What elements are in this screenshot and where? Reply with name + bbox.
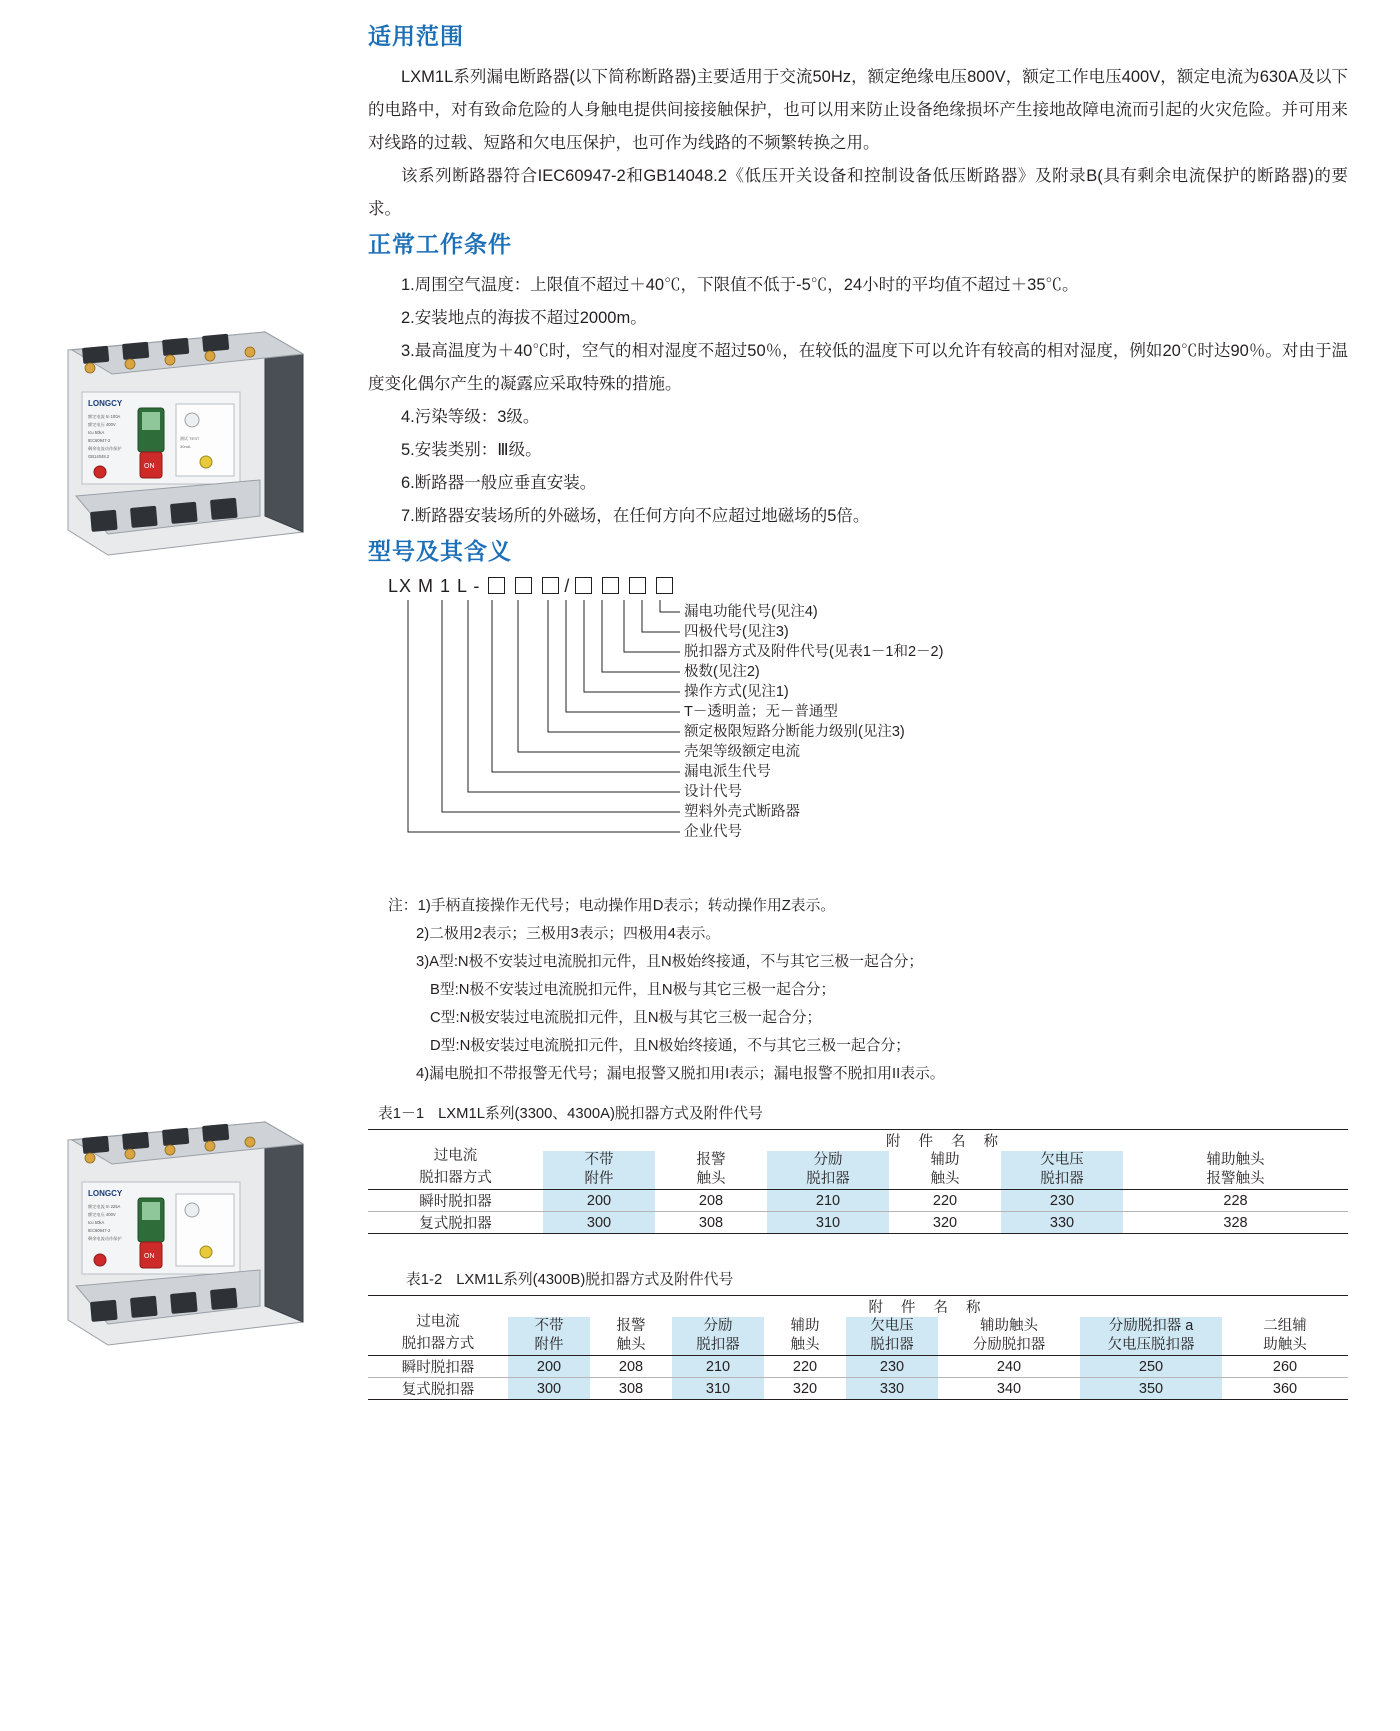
table2-col-5-line2: 脱扣器 <box>870 1337 914 1353</box>
table1-row-1-cell-4: 220 <box>932 1192 958 1209</box>
table1-row-1-cell-2: 208 <box>698 1192 724 1209</box>
table1-col-6-line1: 辅助触头 <box>1206 1152 1265 1168</box>
table1-col-2 <box>655 1151 767 1190</box>
table1-row-2-label: 复式脱扣器 <box>419 1216 492 1232</box>
model-legend-item-4: 极数(见注2) <box>684 664 760 680</box>
table1-col-3-line1: 分励 <box>813 1152 843 1168</box>
table1 <box>368 1130 1348 1233</box>
table2-attach-title: 附 件 名 称 <box>868 1300 988 1316</box>
model-code-prefix: LX M 1 L - <box>388 576 481 596</box>
table1-col-1 <box>543 1151 655 1190</box>
table1-col-1-line1: 不带 <box>584 1152 614 1168</box>
table2-col-5 <box>846 1317 938 1356</box>
model-legend-item-6: T－透明盖；无－普通型 <box>684 704 838 720</box>
model-note-3b: B型:N极不安装过电流脱扣元件，且N极与其它三极一起合分； <box>430 982 836 998</box>
scope-paragraph-2: 该系列断路器符合IEC60947-2和GB14048.2《低压开关设备和控制设备低压断路器》及附录B(具有剩余电流保护的断路器)的要求。 <box>368 167 1348 218</box>
condition-item-5: 5.安装类别：Ⅲ级。 <box>401 441 542 459</box>
model-note-3d: D型:N极安装过电流脱扣元件，且N极始终接通，不与其它三极一起合分； <box>430 1038 911 1054</box>
table2-col-7-line2: 欠电压脱扣器 <box>1107 1337 1195 1353</box>
table2-row-2-cell-1: 300 <box>508 1378 590 1400</box>
table2-corner-label <box>368 1296 508 1356</box>
svg-text:Icu 50kA: Icu 50kA <box>88 1220 105 1225</box>
table2-col-6 <box>938 1317 1080 1356</box>
table2-col-8 <box>1222 1317 1348 1356</box>
table1-row-2-cell-6: 328 <box>1223 1214 1248 1231</box>
table1-row-1 <box>368 1190 1348 1212</box>
table1-row-2-cell-4: 320 <box>932 1214 958 1231</box>
table2-col-6-line2: 分励脱扣器 <box>972 1337 1046 1353</box>
svg-text:GB14048.2: GB14048.2 <box>88 454 110 459</box>
table1-col-5-line2: 脱扣器 <box>1040 1171 1084 1187</box>
table2-caption <box>406 1268 1348 1289</box>
table1-row-2 <box>368 1212 1348 1234</box>
table2-col-3-line1: 分励 <box>703 1318 733 1334</box>
table1-wrapper <box>368 1129 1348 1234</box>
svg-text:LONGCY: LONGCY <box>88 399 123 408</box>
table1-col-2-line1: 报警 <box>696 1152 726 1168</box>
model-legend-item-2: 四极代号(见注3) <box>684 624 789 640</box>
table1-row-1-cell-3: 210 <box>767 1190 889 1212</box>
table1-col-1-line2: 附件 <box>584 1171 614 1187</box>
table1-col-6-line2: 报警触头 <box>1206 1171 1265 1187</box>
table2-row-1-label: 瞬时脱扣器 <box>401 1360 475 1376</box>
table2-row-1-cell-3: 210 <box>672 1356 764 1378</box>
table2-col-3 <box>672 1317 764 1356</box>
table2-row-1-cell-2: 208 <box>618 1358 644 1375</box>
table1-col-4 <box>889 1151 1001 1190</box>
table1-corner-line1: 过电流 <box>433 1147 478 1164</box>
table2-row-2 <box>368 1378 1348 1400</box>
svg-text:额定电压 400V: 额定电压 400V <box>88 1212 116 1217</box>
table2-row-2-cell-5: 330 <box>846 1378 938 1400</box>
table1-col-6 <box>1123 1151 1348 1190</box>
table2-caption-text: LXM1L系列(4300B)脱扣器方式及附件代号 <box>456 1272 734 1288</box>
table1-attach-title: 附 件 名 称 <box>885 1134 1006 1150</box>
model-legend-list <box>684 602 943 842</box>
model-notes <box>368 892 1348 1088</box>
table2-row-1-cell-4: 220 <box>792 1358 818 1375</box>
table1-row-1-cell-1: 200 <box>543 1190 655 1212</box>
model-note-4: 4)漏电脱扣不带报警无代号；漏电报警又脱扣用I表示；漏电报警不脱扣用II表示。 <box>416 1066 945 1082</box>
svg-text:IEC60947-2: IEC60947-2 <box>88 1228 111 1233</box>
model-note-3c: C型:N极安装过电流脱扣元件，且N极与其它三极一起合分； <box>430 1010 822 1026</box>
table2-row-2-cell-2: 308 <box>618 1380 644 1397</box>
svg-text:ON: ON <box>144 1253 155 1260</box>
table2-row-1-cell-1: 200 <box>508 1356 590 1378</box>
table1-col-4-line2: 触头 <box>930 1171 960 1187</box>
model-legend-item-9: 漏电派生代号 <box>684 764 771 780</box>
table2-col-1-line1: 不带 <box>534 1318 564 1334</box>
svg-text:ON: ON <box>144 463 155 470</box>
condition-item-3: 3.最高温度为＋40℃时，空气的相对湿度不超过50％，在较低的温度下可以允许有较高的相对湿度，例如20℃时达90％。对由于温度变化偶尔产生的凝露应采取特殊的措施。 <box>368 342 1348 393</box>
svg-text:额定电流 In 100A: 额定电流 In 100A <box>88 414 121 419</box>
table2-col-4-line2: 触头 <box>790 1337 820 1353</box>
table2-corner-line1: 过电流 <box>416 1313 460 1330</box>
model-legend-item-3: 脱扣器方式及附件代号(见表1－1和2－2) <box>684 644 944 660</box>
table2-row-1-cell-7: 250 <box>1080 1356 1222 1378</box>
table2-row-2-cell-7: 350 <box>1080 1378 1222 1400</box>
table1-col-5 <box>1001 1151 1123 1190</box>
table2-row-2-label: 复式脱扣器 <box>401 1382 475 1398</box>
table2-row-2-cell-3: 310 <box>672 1378 764 1400</box>
section-title-model: 型号及其含义 <box>368 538 512 564</box>
model-legend-item-12: 企业代号 <box>684 824 742 840</box>
table2-caption-number: 表1-2 <box>406 1272 443 1288</box>
table1-corner-line2: 脱扣器方式 <box>419 1169 492 1186</box>
table2-corner-line2: 脱扣器方式 <box>401 1335 475 1352</box>
table1-col-5-line1: 欠电压 <box>1040 1152 1084 1168</box>
table2-row-1-cell-8: 260 <box>1272 1358 1298 1375</box>
table2 <box>368 1296 1348 1399</box>
product-image-bottom <box>60 1110 310 1365</box>
table1-col-3 <box>767 1151 889 1190</box>
table2-col-5-line1: 欠电压 <box>870 1318 914 1334</box>
svg-text:30mA: 30mA <box>180 444 191 449</box>
condition-item-2: 2.安装地点的海拔不超过2000m。 <box>401 309 647 327</box>
svg-text:额定电流 In 225A: 额定电流 In 225A <box>88 1204 121 1209</box>
table2-col-6-line1: 辅助触头 <box>980 1318 1038 1334</box>
table1-row-2-cell-2: 308 <box>698 1214 724 1231</box>
table2-col-8-line1: 二组辅 <box>1263 1318 1307 1334</box>
table2-row-1 <box>368 1356 1348 1378</box>
table2-col-7 <box>1080 1317 1222 1356</box>
condition-item-4: 4.污染等级：3级。 <box>401 408 540 426</box>
table1-row-2-cell-5: 330 <box>1001 1212 1123 1234</box>
section-title-conditions: 正常工作条件 <box>368 231 512 257</box>
table1-col-3-line2: 脱扣器 <box>806 1171 850 1187</box>
table1-row-1-cell-5: 230 <box>1001 1190 1123 1212</box>
section-title-scope: 适用范围 <box>368 23 464 49</box>
table1-row-1-label: 瞬时脱扣器 <box>419 1194 492 1210</box>
model-legend-item-11: 塑料外壳式断路器 <box>684 804 800 820</box>
condition-item-7: 7.断路器安装场所的外磁场，在任何方向不应超过地磁场的5倍。 <box>401 507 870 525</box>
table2-wrapper <box>368 1295 1348 1400</box>
table1-row-2-cell-1: 300 <box>543 1212 655 1234</box>
table1-col-2-line2: 触头 <box>696 1171 726 1187</box>
condition-item-6: 6.断路器一般应垂直安装。 <box>401 474 597 492</box>
table2-row-2-cell-4: 320 <box>792 1380 818 1397</box>
model-note-2: 2)二极用2表示；三极用3表示；四极用4表示。 <box>416 926 721 942</box>
condition-item-1: 1.周围空气温度：上限值不超过＋40℃，下限值不低于-5℃，24小时的平均值不超过＋35℃。 <box>401 276 1079 294</box>
svg-text:测试 TEST: 测试 TEST <box>180 436 200 441</box>
table1-corner-label <box>368 1130 543 1190</box>
table1-row-2-cell-3: 310 <box>767 1212 889 1234</box>
model-legend-item-1: 漏电功能代号(见注4) <box>684 604 818 620</box>
table2-col-2-line2: 触头 <box>616 1337 646 1353</box>
table2-col-4 <box>764 1317 846 1356</box>
table2-col-2-line1: 报警 <box>616 1318 646 1334</box>
document-content <box>368 18 1348 1400</box>
model-code-string: LX M 1 L - / <box>388 576 675 597</box>
model-legend-item-5: 操作方式(见注1) <box>684 684 789 700</box>
model-legend-item-7: 额定极限短路分断能力级别(见注3) <box>684 724 905 740</box>
table1-caption-text: LXM1L系列(3300、4300A)脱扣器方式及附件代号 <box>438 1106 763 1122</box>
table1-attach-header-row <box>368 1130 1348 1151</box>
svg-text:额定电压 400V: 额定电压 400V <box>88 422 116 427</box>
table2-header-row <box>368 1317 1348 1356</box>
model-legend-item-8: 壳架等级额定电流 <box>684 744 800 760</box>
table2-col-8-line2: 助触头 <box>1263 1337 1307 1353</box>
svg-text:LONGCY: LONGCY <box>88 1189 123 1198</box>
model-note-1: 注：1)手柄直接操作无代号；电动操作用D表示；转动操作用Z表示。 <box>388 898 836 914</box>
table2-col-7-line1: 分励脱扣器 a <box>1108 1318 1194 1334</box>
model-code-diagram <box>368 576 1348 886</box>
table1-row-1-cell-6: 228 <box>1223 1192 1248 1209</box>
table1-caption <box>378 1102 1348 1123</box>
table2-col-1 <box>508 1317 590 1356</box>
svg-text:IEC60947-2: IEC60947-2 <box>88 438 111 443</box>
table2-col-2 <box>590 1317 672 1356</box>
table2-col-3-line2: 脱扣器 <box>696 1337 740 1353</box>
table2-row-2-cell-8: 360 <box>1272 1380 1298 1397</box>
table2-row-1-cell-5: 230 <box>846 1356 938 1378</box>
svg-text:剩余电流动作保护: 剩余电流动作保护 <box>88 1236 122 1241</box>
table2-attach-header-row <box>368 1296 1348 1317</box>
table1-caption-number: 表1－1 <box>378 1106 425 1122</box>
table2-row-2-cell-6: 340 <box>996 1380 1022 1397</box>
svg-text:剩余电流动作保护: 剩余电流动作保护 <box>88 446 122 451</box>
model-note-3: 3)A型:N极不安装过电流脱扣元件，且N极始终接通，不与其它三极一起合分； <box>416 954 924 970</box>
table2-col-4-line1: 辅助 <box>790 1318 820 1334</box>
svg-text:Icu 50kA: Icu 50kA <box>88 430 105 435</box>
table2-row-1-cell-6: 240 <box>996 1358 1022 1375</box>
product-image-top <box>60 320 310 575</box>
scope-paragraph-1: LXM1L系列漏电断路器(以下简称断路器)主要适用于交流50Hz，额定绝缘电压800V，额定工作电压400V，额定电流为630A及以下的电路中，对有致命危险的人身触电提供间接接触保护，也可以用来防止设备绝缘损坏产生接地故障电流而引起的火灾危险。并可用来对线路的过载、短路和欠电压保护，也可作为线路的不频繁转换之用。 <box>368 68 1348 152</box>
table2-col-1-line2: 附件 <box>534 1337 564 1353</box>
model-legend-item-10: 设计代号 <box>684 784 742 800</box>
table1-col-4-line1: 辅助 <box>930 1152 960 1168</box>
